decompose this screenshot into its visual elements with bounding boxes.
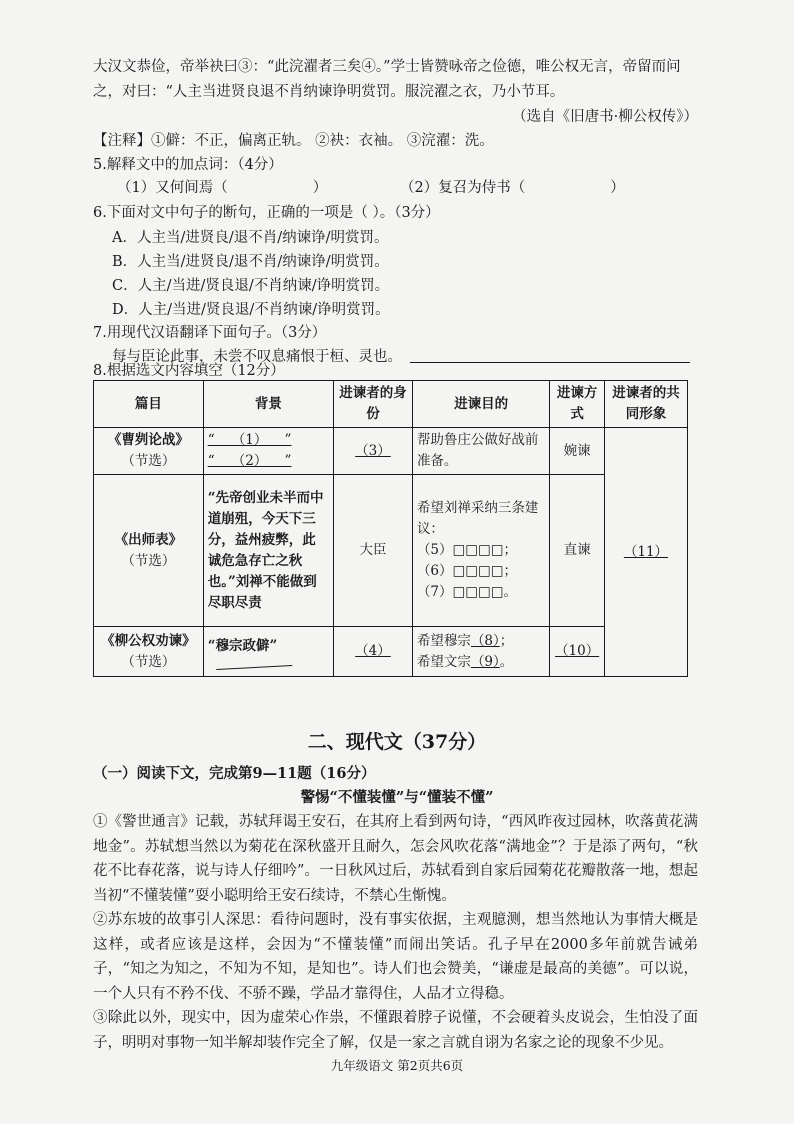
- row3-identity: （4）: [355, 643, 391, 659]
- row2-title: 《出师表》: [114, 531, 183, 548]
- row-image-cell[interactable]: [604, 428, 687, 677]
- row3-purpose-1-text: 希望穆宗: [416, 632, 471, 649]
- q7-title: 7.用现代汉语翻译下面句子。（3分）: [93, 325, 327, 341]
- header-background: 背景: [203, 381, 333, 428]
- row1-blank-2: “ （2） ”: [207, 453, 292, 469]
- row1-blank-1: “ （1） ”: [207, 432, 292, 448]
- q5-item1-text: （1）又何间焉（: [117, 180, 228, 196]
- row3-background: “穆宗政僻”: [207, 637, 278, 654]
- row2-title-cell: [94, 475, 204, 627]
- article-title: 警惕“不懂装懂”与“懂装不懂”: [300, 789, 494, 806]
- q8-title: 8.根据选文内容填空（12分）: [93, 363, 285, 379]
- annotation-note: 【注释】①僻：不正，偏离正轨。 ②袂：衣袖。 ③浣濯：洗。: [93, 133, 494, 149]
- shared-image-blank: （11）: [623, 543, 669, 560]
- row1-title-cell: [94, 428, 204, 475]
- header-image: 进谏者的共同形象: [604, 381, 687, 428]
- q5-item2-text: （2）复召为侍书（: [400, 180, 526, 196]
- row2-sub: （节选）: [121, 552, 176, 569]
- row3-purpose-2: [417, 652, 545, 673]
- row3-title-cell: [94, 627, 204, 677]
- row3-purpose-2-text: 希望文宗: [416, 653, 471, 670]
- page-footer: 九年级语文 第2页共6页: [330, 1058, 464, 1073]
- passage-source: （选自《旧唐书·柳公权传》）: [512, 109, 698, 125]
- row1-background-cell[interactable]: [203, 428, 333, 475]
- q8-table: [93, 380, 688, 677]
- row2-purpose-cell[interactable]: [412, 475, 549, 627]
- row3-background-cell[interactable]: [203, 627, 333, 677]
- row3-sub: （节选）: [121, 653, 176, 670]
- row2-suggestion-5: （5）□□□□；: [416, 542, 518, 558]
- row1-method: 婉谏: [550, 428, 605, 475]
- part1-title: （一）阅读下文，完成第9—11题（16分）: [93, 765, 376, 782]
- q5-item1: [117, 177, 327, 199]
- row3-title: 《柳公权劝谏》: [101, 632, 196, 649]
- row3-answer-line: [215, 655, 291, 670]
- row2-background: “先帝创业未半而中道崩殂，今天下三分，益州疲弊，此诚危急存亡之秋也。”刘禅不能做到尽职尽责: [203, 475, 333, 627]
- row1-purpose: 帮助鲁庄公做好战前准备。: [412, 428, 549, 475]
- row1-title: 《曹刿论战》: [107, 432, 189, 448]
- q5-item2: [400, 177, 625, 199]
- q7-answer-line[interactable]: [410, 362, 690, 363]
- row3-method: （10）: [555, 643, 600, 659]
- passage-line-2: 之，对曰：“人主当进贤良退不肖纳谏诤明赏罚。服浣濯之衣，乃小节耳。: [93, 84, 565, 100]
- row3-purpose-1-end: ；: [499, 632, 514, 649]
- row3-identity-cell[interactable]: [333, 627, 412, 677]
- q6-option-b: B．人主当/进贤良/退不肖/纳谏诤/明赏罚。: [112, 254, 389, 270]
- paragraph-1: ①《警世通言》记载，苏轼拜谒王安石，在其府上看到两句诗，“西风昨夜过园林，吹落黄花满地金”。苏轼想当然以为菊花在深秋盛开且耐久，怎会风吹花落“满地金”？于是添了两句，“秋花不比春花落，说与诗人仔细吟”。一日秋风过后，苏轼看到自家后园菊花花瓣散落一地，想起当初“不懂装懂”耍小聪明给王安石续诗，不禁心生惭愧。: [93, 814, 698, 904]
- q6-option-c: C．人主/当进/贤良退/不肖纳谏/诤明赏罚。: [112, 278, 390, 294]
- row3-purpose-cell[interactable]: [412, 627, 549, 677]
- row2-identity: 大臣: [333, 475, 412, 627]
- q6-option-d: D．人主/当进/贤良退/不肖纳谏/诤明赏罚。: [112, 302, 390, 318]
- row2-method: 直谏: [550, 475, 605, 627]
- q5-item2-close: ）: [610, 180, 625, 196]
- header-identity: 进谏者的身份: [333, 381, 412, 428]
- row3-purpose-1: [417, 631, 545, 652]
- paragraph-3: ③除此以外，现实中，因为虚荣心作祟，不懂跟着脖子说懂，不会硬着头皮说会，生怕没了面子，明明对事物一知半解却装作完全了解，仅是一家之言就自诩为名家之论的现象不少见。: [93, 1010, 698, 1051]
- row1-sub: （节选）: [121, 453, 176, 469]
- row3-method-cell[interactable]: [550, 627, 605, 677]
- q7-sentence: 每与臣论此事，未尝不叹息痛恨于桓、灵也。: [112, 349, 402, 365]
- header-method: 进谏方式: [550, 381, 605, 428]
- header-title: 篇目: [94, 381, 204, 428]
- q6-title: 6.下面对文中句子的断句，正确的一项是（ ）。（3分）: [93, 205, 440, 221]
- row1-identity: （3）: [355, 442, 391, 459]
- section-title: 二、现代文（37分）: [307, 731, 487, 753]
- row2-purpose-head: 希望刘禅采纳三条建议：: [416, 500, 539, 537]
- row1-identity-cell[interactable]: [333, 428, 412, 475]
- paragraph-2: ②苏东坡的故事引人深思：看待问题时，没有事实依据，主观臆测，想当然地认为事情大概是这样，或者应该是这样，会因为“不懂装懂”而闹出笑话。孔子早在2000多年前就告诫弟子，“知之为知之，不知为不知，是知也”。诗人们也会赞美，“谦虚是最高的美德”。可以说，一个人只有不矜不伐、不骄不躁，学品才靠得住，人品才立得稳。: [93, 912, 698, 1002]
- row3-purpose-2-end: 。: [499, 653, 514, 670]
- passage-line-1: 大汉文恭俭，帝举袂曰③：“此浣濯者三矣④。”学士皆赞咏帝之俭德，唯公权无言，帝留而问: [93, 59, 681, 75]
- row3-blank-9: （9）: [470, 653, 500, 670]
- row3-blank-8: （8）: [470, 632, 500, 649]
- q5-item1-close: ）: [312, 180, 328, 196]
- q6-option-a: A．人主当/进贤良/退不肖/纳谏诤/明赏罚。: [112, 230, 389, 246]
- row2-suggestion-6: （6）□□□□；: [416, 563, 518, 579]
- header-purpose: 进谏目的: [412, 381, 549, 428]
- row2-suggestion-7: （7）□□□□。: [416, 584, 518, 600]
- q5-title: 5.解释文中的加点词：（4分）: [93, 157, 283, 173]
